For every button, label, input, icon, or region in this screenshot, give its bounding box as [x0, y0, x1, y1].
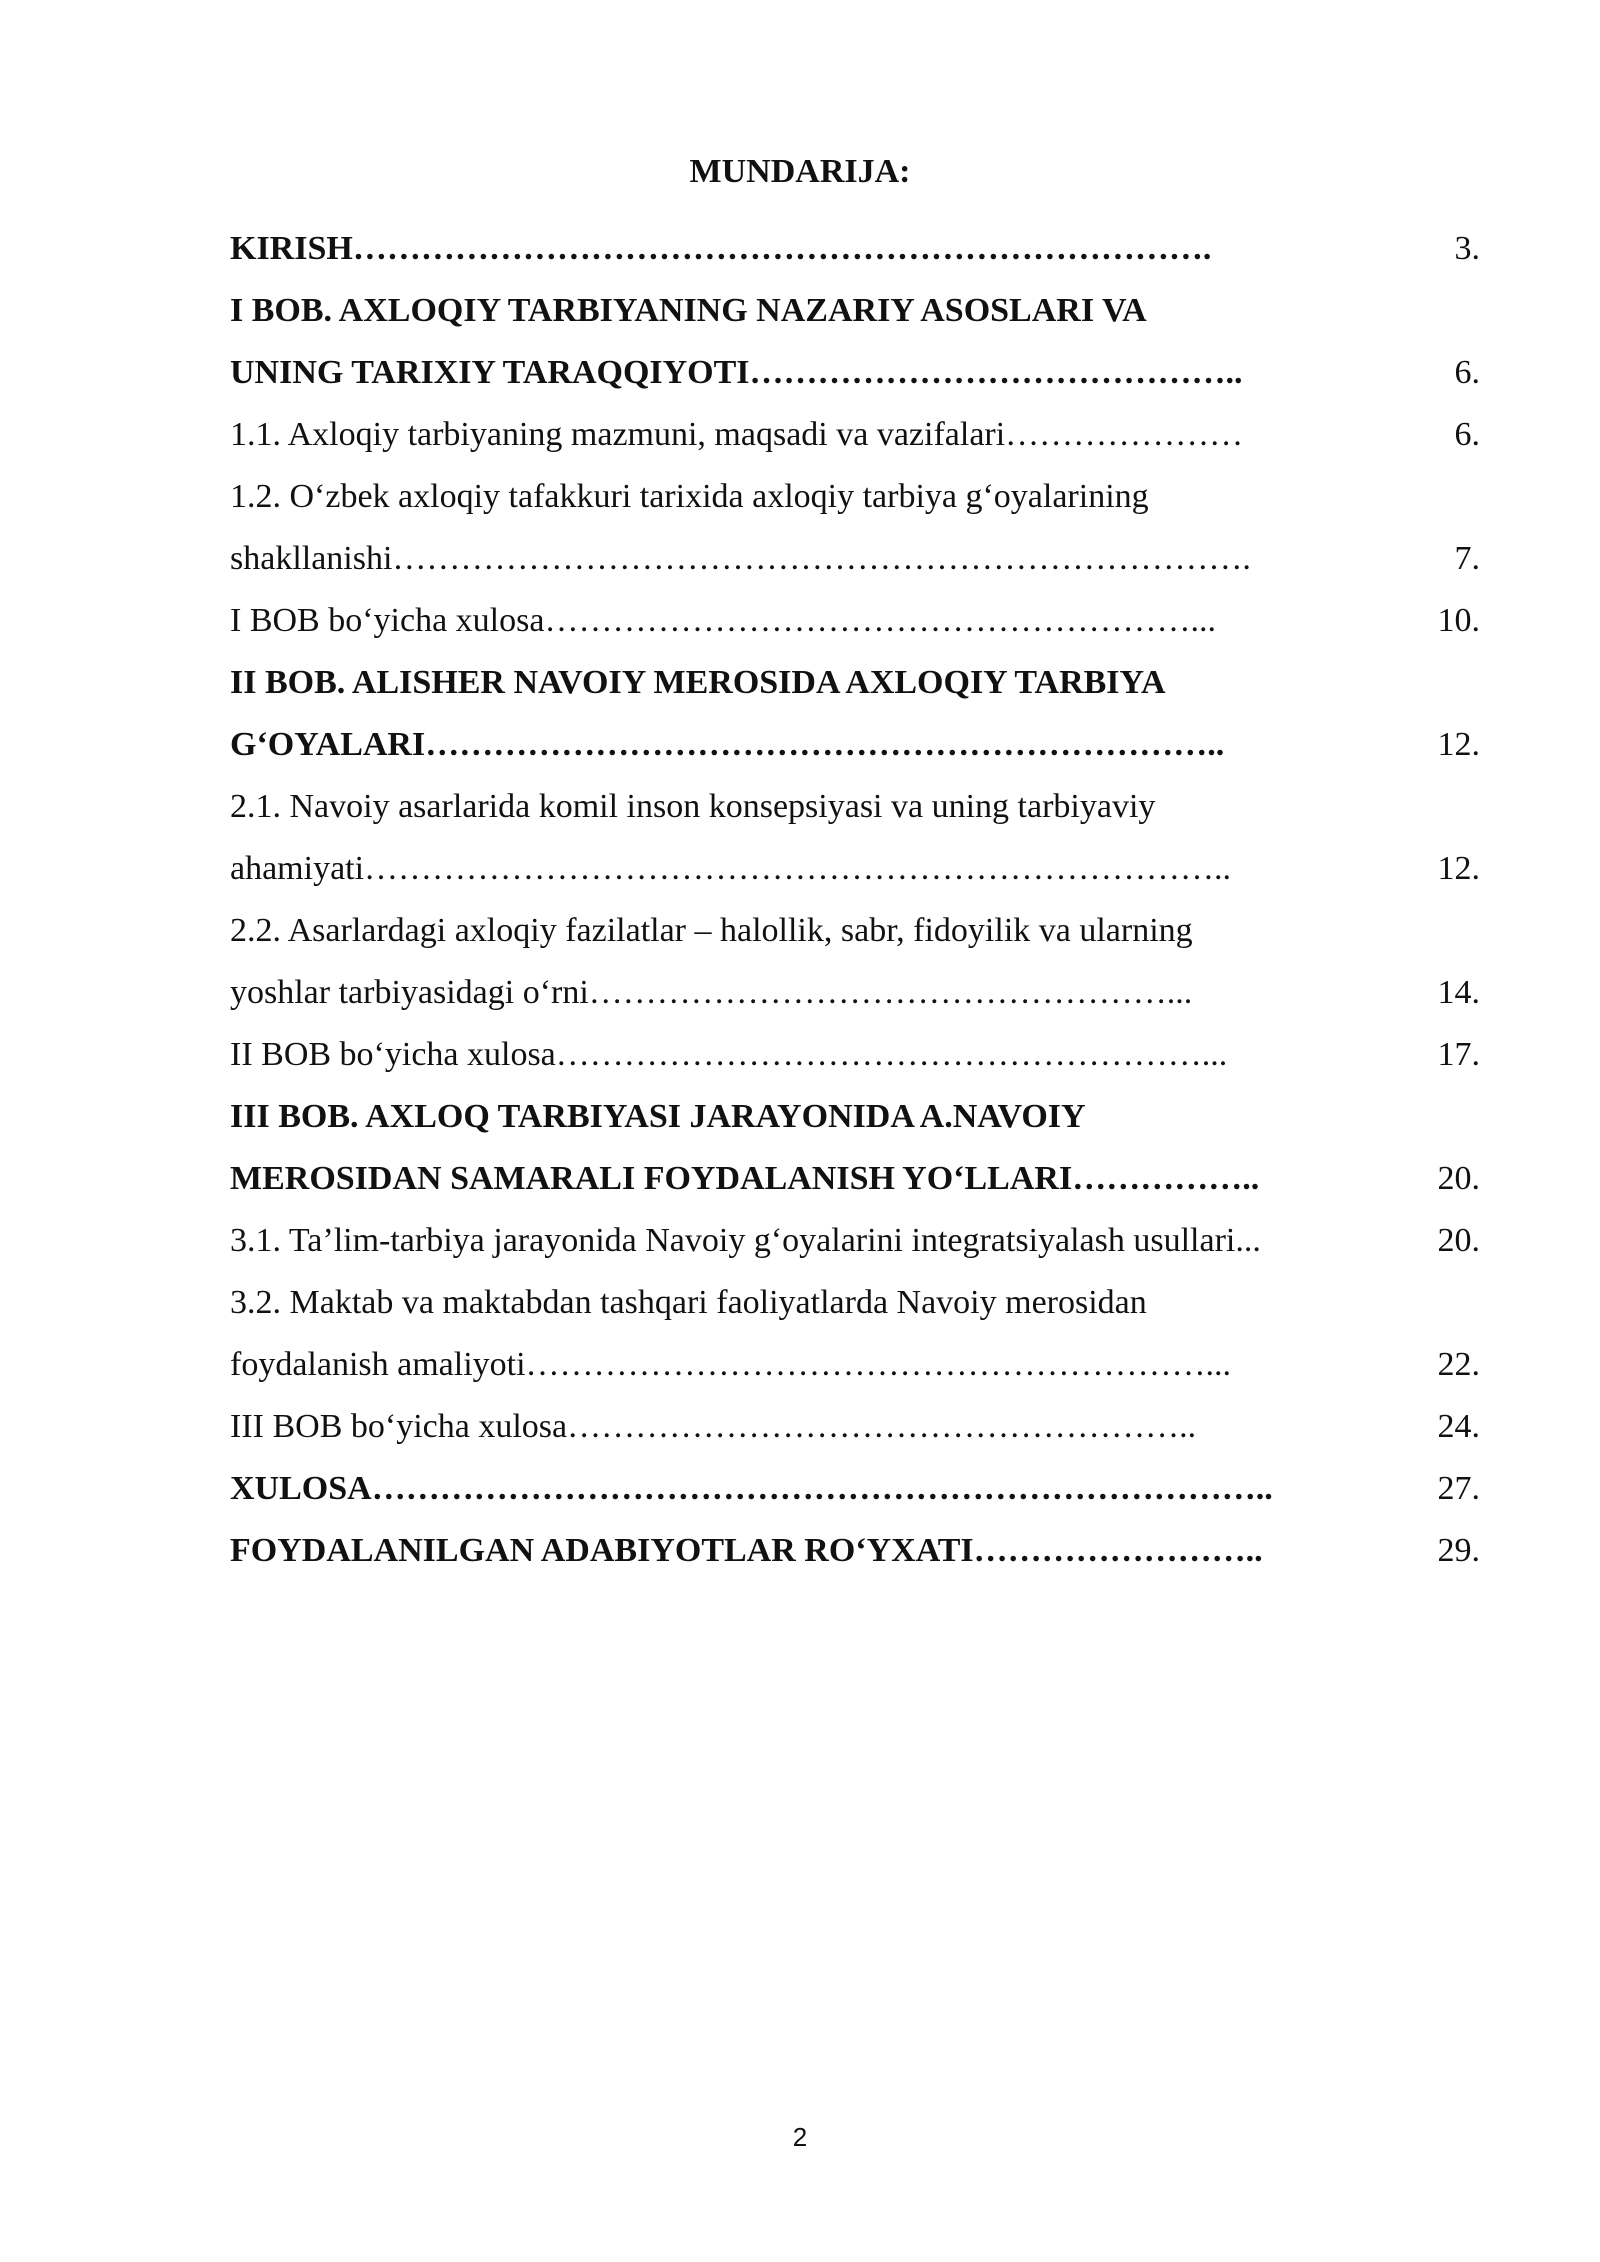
toc-entry-text: KIRISH…………………………………………………………………. [230, 230, 1212, 267]
toc-entry-text: III BOB bo‘yicha xulosa……………………………………………….. [230, 1408, 1197, 1445]
toc-entry-text: foydalanish amaliyoti……………………………………………………... [230, 1346, 1232, 1383]
toc-entry [230, 776, 1480, 838]
toc-entry-text: ahamiyati………………………………………………………………….. [230, 850, 1232, 887]
toc-entry-text: 3.2. Maktab va maktabdan tashqari faoliyatlarda Navoiy merosidan [230, 1284, 1147, 1321]
table-of-contents [230, 218, 1480, 1582]
page-title: MUNDARIJA: [689, 153, 911, 190]
toc-entry [230, 466, 1480, 528]
toc-entry-page: 10. [1437, 602, 1480, 639]
toc-entry [230, 1334, 1480, 1396]
toc-entry-text: 2.2. Asarlardagi axloqiy fazilatlar – halollik, sabr, fidoyilik va ularning [230, 912, 1193, 949]
toc-entry-text: FOYDALANILGAN ADABIYOTLAR RO‘YXATI…………………….. [230, 1532, 1263, 1569]
toc-entry [230, 838, 1480, 900]
toc-entry [230, 1148, 1480, 1210]
toc-entry-text: yoshlar tarbiyasidagi o‘rni……………………………………………... [230, 974, 1193, 1011]
toc-entry-text: 1.1. Axloqiy tarbiyaning mazmuni, maqsadi va vazifalari………………… [230, 416, 1244, 453]
toc-entry-page: 20. [1437, 1160, 1480, 1197]
toc-entry-text: UNING TARIXIY TARAQQIYOTI…………………………………….. [230, 354, 1243, 391]
toc-entry-text: shakllanishi…………………………………………………………………. [230, 540, 1251, 577]
toc-entry [230, 404, 1480, 466]
toc-entry-page: 22. [1437, 1346, 1480, 1383]
toc-entry-text: I BOB. AXLOQIY TARBIYANING NAZARIY ASOSLARI VA [230, 292, 1147, 329]
toc-entry-text: II BOB bo‘yicha xulosa…………………………………………………... [230, 1036, 1228, 1073]
toc-entry-text: III BOB. AXLOQ TARBIYASI JARAYONIDA A.NAVOIY [230, 1098, 1086, 1135]
toc-entry [230, 652, 1480, 714]
toc-entry [230, 280, 1480, 342]
toc-entry-page: 6. [1454, 416, 1480, 453]
toc-entry-page: 24. [1437, 1408, 1480, 1445]
page-number: 2 [792, 2122, 808, 2152]
toc-entry-text: G‘OYALARI…………………………………………………………….. [230, 726, 1225, 763]
toc-entry [230, 962, 1480, 1024]
toc-entry-page: 7. [1454, 540, 1480, 577]
toc-entry-page: 12. [1437, 850, 1480, 887]
toc-entry [230, 1396, 1480, 1458]
toc-entry [230, 1272, 1480, 1334]
toc-entry [230, 714, 1480, 776]
toc-entry [230, 342, 1480, 404]
toc-entry-page: 17. [1437, 1036, 1480, 1073]
toc-entry-page: 29. [1437, 1532, 1480, 1569]
toc-entry-page: 3. [1454, 230, 1480, 267]
toc-entry [230, 1086, 1480, 1148]
toc-entry-text: I BOB bo‘yicha xulosa…………………………………………………... [230, 602, 1216, 639]
toc-entry [230, 218, 1480, 280]
toc-entry [230, 1458, 1480, 1520]
toc-entry [230, 900, 1480, 962]
toc-entry-text: XULOSA…………………………………………………………………….. [230, 1470, 1273, 1507]
toc-entry [230, 1024, 1480, 1086]
toc-entry [230, 528, 1480, 590]
toc-entry-page: 20. [1437, 1222, 1480, 1259]
toc-entry-page: 12. [1437, 726, 1480, 763]
toc-entry-page: 6. [1454, 354, 1480, 391]
toc-entry-text: 2.1. Navoiy asarlarida komil inson konsepsiyasi va uning tarbiyaviy [230, 788, 1156, 825]
toc-entry [230, 1210, 1480, 1272]
toc-entry-page: 27. [1437, 1470, 1480, 1507]
toc-entry-page: 14. [1437, 974, 1480, 1011]
toc-entry-text: MEROSIDAN SAMARALI FOYDALANISH YO‘LLARI…………….. [230, 1160, 1260, 1197]
toc-entry [230, 590, 1480, 652]
toc-entry [230, 1520, 1480, 1582]
toc-entry-text: II BOB. ALISHER NAVOIY MEROSIDA AXLOQIY TARBIYA [230, 664, 1166, 701]
toc-entry-text: 1.2. O‘zbek axloqiy tafakkuri tarixida axloqiy tarbiya g‘oyalarining [230, 478, 1149, 515]
toc-entry-text: 3.1. Ta’lim-tarbiya jarayonida Navoiy g‘oyalarini integratsiyalash usullari... [230, 1222, 1261, 1259]
